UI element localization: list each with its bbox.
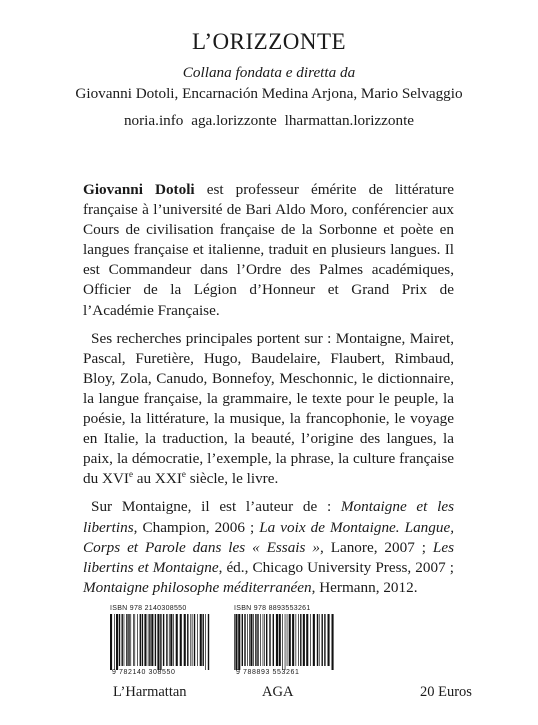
barcode-bar: [166, 614, 167, 666]
author-bio: [83, 180, 454, 606]
barcode-bar: [313, 614, 315, 666]
barcode-bar: [264, 614, 265, 666]
barcode-bar: [285, 614, 286, 670]
barcode-bar: [169, 614, 170, 666]
barcode-bar: [133, 614, 134, 666]
barcode-bar: [244, 614, 245, 666]
barcode-bar: [263, 614, 264, 666]
barcode-bar: [155, 614, 156, 666]
barcode-bar: [322, 614, 323, 666]
link-aga[interactable]: aga.lorizzonte: [191, 112, 277, 129]
barcode-bar: [306, 614, 308, 666]
barcode-bar: [157, 614, 159, 670]
barcode-bar: [203, 614, 204, 666]
barcode-bar: [184, 614, 186, 666]
book-title: La voix de Montaigne. Langue, Corps et Parole dans les « Essais »: [83, 518, 454, 556]
barcode-bar: [176, 614, 178, 666]
barcode-bar: [235, 614, 237, 670]
barcode-aga: [232, 605, 336, 676]
barcode-bar: [238, 614, 240, 670]
bio-text: , Lanore, 2007 ;: [319, 538, 433, 556]
barcode-bar: [205, 614, 206, 670]
book-title: Les libertins et Montaigne: [83, 538, 454, 576]
barcode-bar: [148, 614, 149, 666]
bio-text: , Champion, 2006 ;: [133, 518, 260, 536]
barcode-bar: [149, 614, 150, 666]
bio-paragraph-3: [83, 497, 454, 597]
barcode-bar: [140, 614, 141, 666]
isbn-label: ISBN 978 2140308550: [110, 605, 187, 612]
series-links: [0, 110, 538, 131]
barcode-bar: [122, 614, 123, 666]
barcode-bar: [200, 614, 202, 666]
barcode-bar: [255, 614, 256, 666]
barcode-bar: [126, 614, 127, 666]
barcode-bar: [292, 614, 294, 666]
barcode-bar: [298, 614, 299, 666]
barcode-bar: [303, 614, 305, 666]
book-title: Montaigne et les libertins: [83, 498, 454, 536]
barcode-bar: [253, 614, 254, 666]
barcode-bar: [134, 614, 135, 666]
bio-text: Sur Montaigne, il est l’auteur de :: [91, 498, 341, 516]
barcode-bar: [110, 614, 112, 670]
barcode-bar: [180, 614, 182, 666]
barcode-bar: [197, 614, 198, 666]
barcode-digits: 9 782140 308550: [112, 669, 176, 676]
barcode-bar: [289, 614, 291, 666]
barcode-bar: [249, 614, 250, 666]
series-header: [0, 28, 538, 131]
barcode-bar: [328, 614, 330, 666]
barcode-bar: [317, 614, 318, 666]
barcode-bar: [276, 614, 278, 666]
barcode-bar: [128, 614, 129, 666]
barcode-bar: [163, 614, 164, 666]
author-name: Giovanni Dotoli: [83, 181, 195, 198]
barcode-bar: [324, 614, 325, 666]
series-directors: Giovanni Dotoli, Encarnación Medina Arjona, Mario Selvaggio: [75, 85, 463, 102]
barcode-bar: [269, 614, 270, 666]
barcode-bar: [247, 614, 248, 666]
bio-text: siècle, le livre.: [185, 470, 279, 488]
barcode-bar: [279, 614, 281, 666]
barcode-bar: [160, 614, 161, 670]
link-lharmattan[interactable]: lharmattan.lorizzonte: [284, 112, 415, 129]
series-title: L’ORIZZONTE: [191, 29, 347, 54]
century-superscript: e: [181, 469, 186, 480]
barcode-bar: [194, 614, 195, 666]
barcode-bar: [187, 614, 188, 666]
century-superscript: e: [128, 469, 133, 480]
barcode-bar: [190, 614, 191, 666]
publisher-aga: AGA: [262, 684, 294, 700]
barcode-bar: [296, 614, 297, 666]
barcode-bar: [144, 614, 146, 666]
barcode-bar: [119, 614, 120, 666]
barcode-bar: [114, 614, 115, 670]
barcode-bar: [287, 614, 288, 666]
bio-text: au XXI: [132, 470, 182, 488]
barcode-digits: 9 788893 553261: [236, 669, 300, 676]
series-subtitle: Collana fondata e diretta da: [182, 64, 356, 81]
publisher-harmattan: L’Harmattan: [113, 684, 187, 700]
barcode-bar: [319, 614, 320, 666]
barcode-harmattan: [108, 605, 212, 676]
bio-paragraph-1: [83, 180, 454, 321]
barcode-bar: [130, 614, 131, 666]
bio-text: , éd., Chicago University Press, 2007 ;: [218, 558, 454, 576]
barcode-bars: [108, 614, 212, 670]
barcode-bar: [250, 614, 252, 666]
link-noria[interactable]: noria.info: [123, 112, 184, 129]
bio-paragraph-2: [83, 329, 454, 490]
bio-text: , Hermann, 2012.: [311, 578, 418, 596]
price: 20 Euros: [420, 684, 472, 700]
bio-text: Ses recherches principales portent sur : Montaigne, Mairet, Pascal, Furetière, Hugo, Baudelaire, Flaubert, Rimbaud, Bloy, Zola, Canudo, Bonnefoy, Meschonnic, le dictionnaire, la langue française, la grammaire, le texte pour le peuple, la poésie, la littérature, la musique, la francophonie, le voyage en Italie, la traduction, la beauté, l’origine des langues, la paix, la démocratie, l’exemple, la phrase, la culture française du XVI: [83, 329, 454, 488]
barcode-bar: [266, 614, 267, 666]
barcode-bar: [332, 614, 334, 670]
barcode-bar: [282, 614, 283, 670]
barcode-bar: [300, 614, 301, 666]
barcode-bar: [116, 614, 118, 670]
barcode-bar: [260, 614, 261, 666]
book-title: Montaigne philosophe méditerranéen: [83, 578, 312, 596]
isbn-label: ISBN 978 8893553261: [234, 605, 311, 612]
barcode-bar: [142, 614, 143, 666]
barcode-bar: [257, 614, 258, 666]
barcode-bar: [192, 614, 193, 666]
barcode-bar: [208, 614, 209, 670]
barcode-bar: [310, 614, 311, 666]
barcode-bar: [234, 614, 235, 670]
barcode-bars: [232, 614, 336, 670]
barcode-bar: [273, 614, 274, 666]
barcode-bar: [170, 614, 172, 666]
barcode-bar: [124, 614, 125, 666]
barcode-bar: [151, 614, 153, 666]
barcode-bar: [137, 614, 138, 666]
barcode-bar: [173, 614, 174, 666]
barcode-bar: [242, 614, 243, 666]
bio-text: est professeur émérite de littérature française à l’université de Bari Aldo Moro, conférencier aux Cours de civilisation française de la Sorbonne et poète en langues française et italienne, traduit en plusieurs langues. Il est Commandeur dans l’Ordre des Palmes académiques, Officier de la Légion d’Honneur et Grand Prix de l’Académie Française.: [83, 181, 454, 319]
